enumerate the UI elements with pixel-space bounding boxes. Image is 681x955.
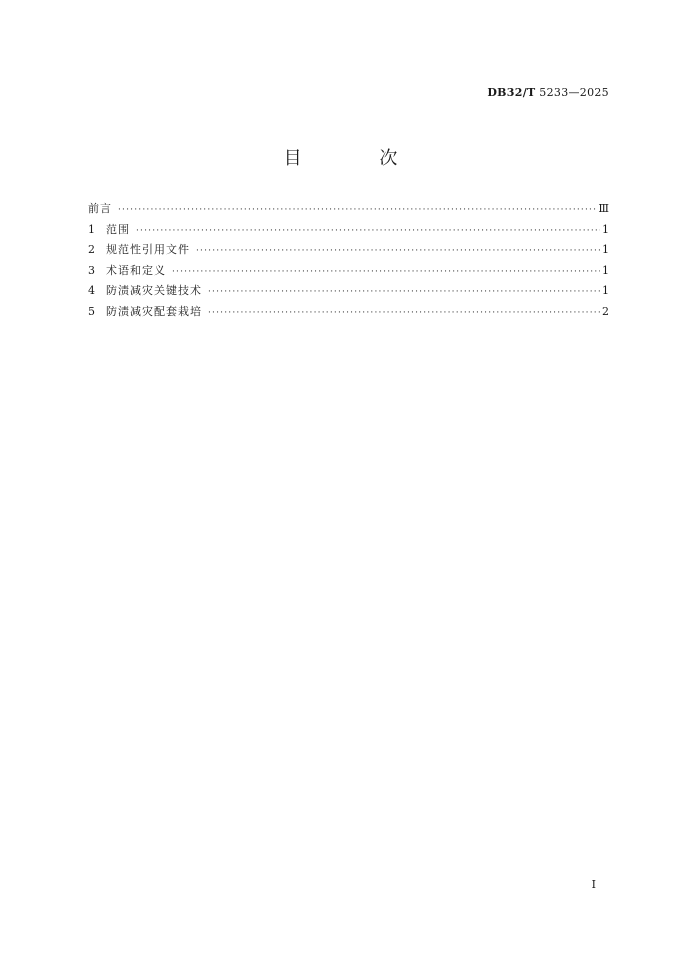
- toc-entry-page: 1: [602, 263, 609, 277]
- toc-entry-number: 5: [88, 304, 95, 318]
- toc-entry-text: 范围: [106, 222, 130, 236]
- toc-entry-page: Ⅲ: [598, 202, 609, 215]
- toc-entry-supporting-cultivation[interactable]: [88, 302, 609, 323]
- toc-entry-number: 1: [88, 222, 95, 236]
- toc-dot-leader: [118, 200, 596, 221]
- toc-entry-key-techniques[interactable]: [88, 281, 609, 302]
- toc-entry-terms-definitions[interactable]: [88, 261, 609, 282]
- document-code-prefix: DB32/T: [487, 86, 536, 99]
- toc-dot-leader: [136, 221, 600, 242]
- toc-entry-normative-references[interactable]: [88, 240, 609, 261]
- toc-entry-foreword[interactable]: [88, 199, 609, 220]
- toc-entry-number: 2: [88, 243, 95, 256]
- document-code-number: 5233—2025: [539, 86, 609, 99]
- toc-entry-text: 防渍减灾关键技术: [106, 284, 202, 297]
- toc-entry-page: 1: [602, 222, 609, 236]
- toc-entry-page: 1: [602, 284, 609, 297]
- page-number: Ⅰ: [591, 878, 596, 891]
- toc-dot-leader: [208, 303, 600, 324]
- table-of-contents: [88, 199, 609, 322]
- toc-dot-leader: [196, 241, 600, 262]
- toc-dot-leader: [208, 282, 600, 303]
- document-code: [487, 86, 609, 99]
- toc-entry-number: 4: [88, 284, 95, 297]
- toc-entry-scope[interactable]: [88, 220, 609, 241]
- toc-entry-text: 前言: [88, 202, 112, 215]
- toc-entry-page: 2: [602, 304, 609, 318]
- toc-entry-page: 1: [602, 243, 609, 256]
- toc-dot-leader: [172, 262, 600, 283]
- toc-entry-text: 规范性引用文件: [106, 243, 190, 256]
- toc-entry-text: 防渍减灾配套栽培: [106, 304, 202, 318]
- toc-entry-text: 术语和定义: [106, 263, 166, 277]
- toc-title: 目 次: [283, 148, 434, 169]
- toc-entry-number: 3: [88, 263, 95, 277]
